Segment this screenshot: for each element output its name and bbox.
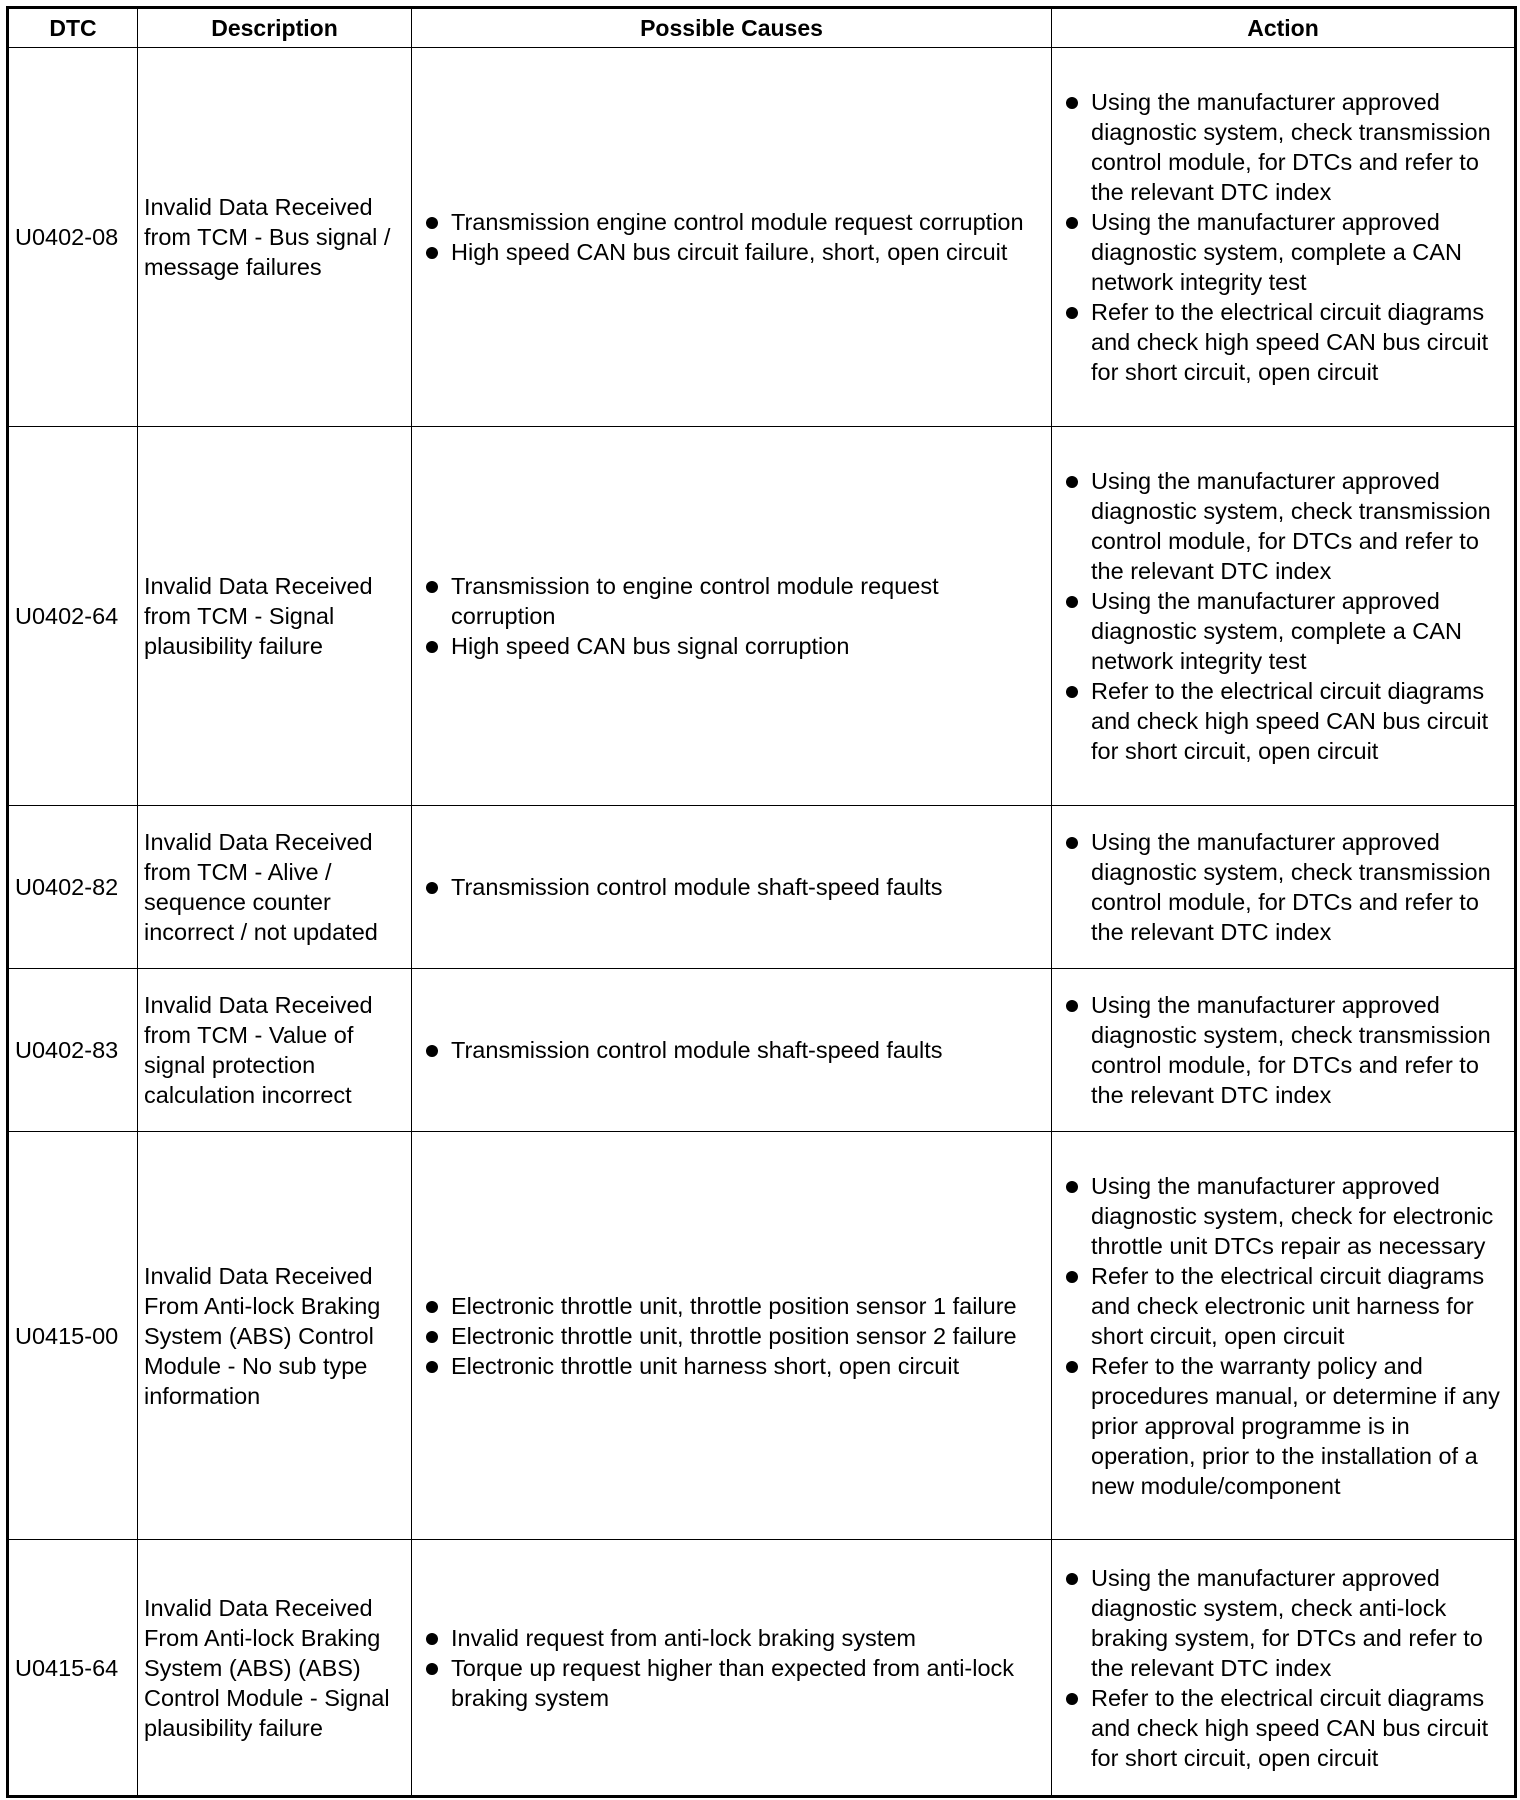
dtc-description: Invalid Data Received from TCM - Signal plausibility failure (138, 427, 412, 806)
dtc-description: Invalid Data Received from TCM - Bus signal / message failures (138, 48, 412, 427)
dtc-table (6, 6, 1517, 1798)
action-item: Refer to the warranty policy and procedures manual, or determine if any prior approval programme is in operation, prior to the installation of a new module/component (1058, 1351, 1508, 1501)
dtc-description: Invalid Data Received from TCM - Value of signal protection calculation incorrect (138, 969, 412, 1132)
causes-list (418, 1623, 1045, 1713)
possible-causes-cell (412, 806, 1052, 969)
action-item: Using the manufacturer approved diagnostic system, complete a CAN network integrity test (1058, 586, 1508, 676)
action-item: Refer to the electrical circuit diagrams and check electronic unit harness for short circuit, open circuit (1058, 1261, 1508, 1351)
action-cell (1052, 427, 1516, 806)
action-cell (1052, 1132, 1516, 1540)
cause-item: Transmission control module shaft-speed faults (418, 872, 1045, 902)
cause-item: Transmission engine control module request corruption (418, 207, 1045, 237)
causes-list (418, 207, 1045, 267)
possible-causes-cell (412, 427, 1052, 806)
action-item: Using the manufacturer approved diagnostic system, complete a CAN network integrity test (1058, 207, 1508, 297)
table-row (8, 1540, 1516, 1797)
dtc-code: U0402-64 (8, 427, 138, 806)
cause-item: Torque up request higher than expected from anti-lock braking system (418, 1653, 1045, 1713)
table-body (8, 48, 1516, 1797)
causes-list (418, 571, 1045, 661)
cause-item: High speed CAN bus signal corruption (418, 631, 1045, 661)
actions-list (1058, 1563, 1508, 1773)
action-item: Using the manufacturer approved diagnostic system, check transmission control module, for DTCs and refer to the relevant DTC index (1058, 466, 1508, 586)
action-item: Refer to the electrical circuit diagrams and check high speed CAN bus circuit for short circuit, open circuit (1058, 297, 1508, 387)
actions-list (1058, 827, 1508, 947)
table-row (8, 969, 1516, 1132)
cause-item: Electronic throttle unit harness short, open circuit (418, 1351, 1045, 1381)
actions-list (1058, 1171, 1508, 1501)
action-item: Using the manufacturer approved diagnostic system, check transmission control module, for DTCs and refer to the relevant DTC index (1058, 87, 1508, 207)
cause-item: Transmission to engine control module request corruption (418, 571, 1045, 631)
header-row (8, 8, 1516, 48)
action-item: Using the manufacturer approved diagnostic system, check for electronic throttle unit DTCs repair as necessary (1058, 1171, 1508, 1261)
causes-list (418, 1035, 1045, 1065)
header-action: Action (1052, 8, 1516, 48)
action-item: Refer to the electrical circuit diagrams and check high speed CAN bus circuit for short circuit, open circuit (1058, 1683, 1508, 1773)
cause-item: Electronic throttle unit, throttle position sensor 1 failure (418, 1291, 1045, 1321)
action-item: Using the manufacturer approved diagnostic system, check anti-lock braking system, for DTCs and refer to the relevant DTC index (1058, 1563, 1508, 1683)
table-row (8, 48, 1516, 427)
header-possible-causes: Possible Causes (412, 8, 1052, 48)
dtc-description: Invalid Data Received From Anti-lock Braking System (ABS) (ABS) Control Module - Signal plausibility failure (138, 1540, 412, 1797)
cause-item: Transmission control module shaft-speed faults (418, 1035, 1045, 1065)
action-item: Using the manufacturer approved diagnostic system, check transmission control module, for DTCs and refer to the relevant DTC index (1058, 990, 1508, 1110)
possible-causes-cell (412, 1540, 1052, 1797)
dtc-code: U0402-82 (8, 806, 138, 969)
table-row (8, 1132, 1516, 1540)
cause-item: Electronic throttle unit, throttle position sensor 2 failure (418, 1321, 1045, 1351)
actions-list (1058, 87, 1508, 387)
dtc-code: U0415-00 (8, 1132, 138, 1540)
causes-list (418, 872, 1045, 902)
header-dtc: DTC (8, 8, 138, 48)
action-item: Using the manufacturer approved diagnostic system, check transmission control module, for DTCs and refer to the relevant DTC index (1058, 827, 1508, 947)
action-cell (1052, 48, 1516, 427)
possible-causes-cell (412, 969, 1052, 1132)
dtc-code: U0402-83 (8, 969, 138, 1132)
action-cell (1052, 1540, 1516, 1797)
possible-causes-cell (412, 48, 1052, 427)
action-item: Refer to the electrical circuit diagrams and check high speed CAN bus circuit for short circuit, open circuit (1058, 676, 1508, 766)
dtc-code: U0402-08 (8, 48, 138, 427)
possible-causes-cell (412, 1132, 1052, 1540)
dtc-description: Invalid Data Received from TCM - Alive / sequence counter incorrect / not updated (138, 806, 412, 969)
dtc-description: Invalid Data Received From Anti-lock Braking System (ABS) Control Module - No sub type information (138, 1132, 412, 1540)
cause-item: High speed CAN bus circuit failure, short, open circuit (418, 237, 1045, 267)
header-description: Description (138, 8, 412, 48)
actions-list (1058, 466, 1508, 766)
dtc-code: U0415-64 (8, 1540, 138, 1797)
table-row (8, 427, 1516, 806)
causes-list (418, 1291, 1045, 1381)
actions-list (1058, 990, 1508, 1110)
action-cell (1052, 806, 1516, 969)
action-cell (1052, 969, 1516, 1132)
cause-item: Invalid request from anti-lock braking system (418, 1623, 1045, 1653)
table-row (8, 806, 1516, 969)
